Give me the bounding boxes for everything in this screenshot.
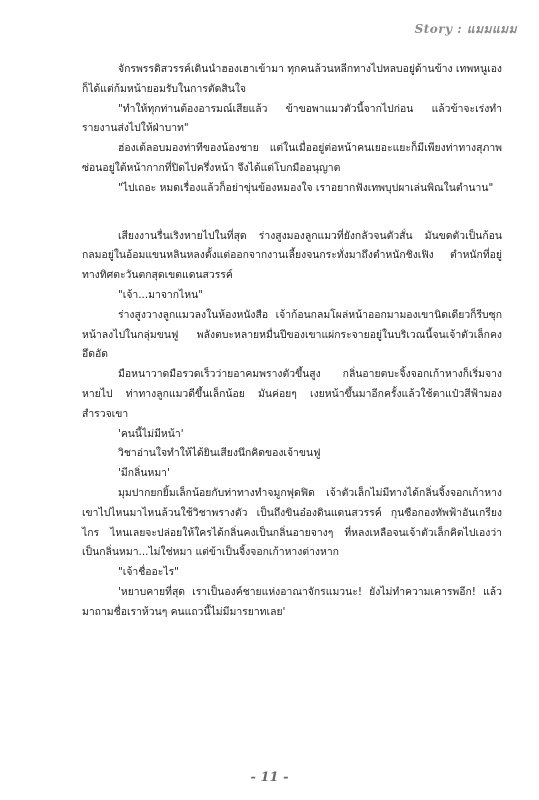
story-body [82, 60, 502, 623]
paragraph: มือหนาวาดมือรวดเร็วว่ายอาคมพรางตัวขึ้นสูง กลิ่นอายตบะจิ้งจอกเก้าหางก็เริ่มจางหายไป ท่าทางลูกแมวดีขึ้นเล็กน้อย มันค่อยๆ เงยหน้าขึ้นมาอีกครั้งแล้วใช้ตาแป๋วสีฟ้ามองสำรวจเขา [82, 368, 502, 420]
paragraph: 'คนนี้ไม่มีหน้า' [118, 427, 184, 440]
story-header: Story : แมมแมม [414, 22, 517, 36]
paragraph: "ไปเถอะ หมดเรื่องแล้วก็อย่าขุ่นข้องหมองใจ เราอยากฟังเทพบุปผาเล่นพิณในตำนาน" [118, 181, 494, 194]
paragraph: 'หยาบคายที่สุด เราเป็นองค์ชายแห่งอาณาจักรแมวนะ! ยังไม่ทำความเคารพอีก! แล้วมาถามชื่อเราห้วนๆ คนแถวนี้ไม่มีมารยาทเลย' [82, 585, 502, 618]
paragraph: ฮ่องเต้ลอบมองท่าทีของน้องชาย แต่ในเมื่ออยู่ต่อหน้าคนเยอะแยะก็มีเพียงท่าทางสุภาพซ่อนอยู่ใต้หน้ากากที่ปิดไปครึ่งหน้า จึงได้แต่โบกมืออนุญาต [82, 142, 502, 174]
paragraph: 'มีกลิ่นหมา' [118, 467, 170, 480]
paragraph: จักรพรรดิสวรรค์เดินนำฮองเฮาเข้ามา ทุกคนล้วนหลีกทางไปหลบอยู่ด้านข้าง เทพหนูเองก็ได้แต่ก้มหน้ายอมรับในการตัดสินใจ [82, 63, 503, 95]
section-break [82, 199, 502, 227]
paragraph: มุมปากยกยิ้มเล็กน้อยกับท่าทางทำจมูกฟุดฟิด เจ้าตัวเล็กไม่มีทางได้กลิ่นจิ้งจอกเก้าหาง เขาไปไหนมาไหนล้วนใช้วิชาพรางตัว เป็นถึงขินอ๋องดินแดนสวรรค์ กุนซือกองทัพฟ้าอันเกรียงไกร ไหนเลยจะปล่อยให้ใครได้กลิ่นคงเป็นกลิ่นอายจางๆ ที่หลงเหลือจนเจ้าตัวเล็กคิดไปเองว่าเป็นกลิ่นหมา...ไม่ใช่หมา แต่ข้าเป็นจิ้งจอกเก้าหางต่างหาก [82, 486, 502, 559]
paragraph: "เจ้าชื่ออะไร" [118, 566, 179, 579]
page-number: - 11 - [250, 770, 289, 785]
paragraph: "ทำให้ทุกท่านต้องอารมณ์เสียแล้ว ข้าขอพาแมวตัวนี้จากไปก่อน แล้วข้าจะเร่งทำรายงานส่งไปให้ฝ่าบาท" [82, 102, 502, 135]
paragraph: วิชาอ่านใจทำให้ได้ยินเสียงนึกคิดของเจ้าขนฟู [118, 447, 321, 460]
paragraph: ร่างสูงวางลูกแมวลงในห้องหนังสือ เจ้าก้อนกลมโผล่หน้าออกมามองเขานิดเดียวก็รีบซุกหน้าลงไปในกลุ่มขนฟู พลังตบะหลายหมื่นปีของเขาแผ่กระจายอยู่ในบริเวณนี้จนเจ้าตัวเล็กคงอึดอัด [82, 308, 502, 361]
paragraph: เสียงงานรื่นเริงหายไปในที่สุด ร่างสูงมองลูกแมวที่ยังกลัวจนตัวสั่น มันขดตัวเป็นก้อนกลมอยู่ในอ้อมแขนหลินหลงตั้งแต่ออกจากงานเลี้ยงจนกระทั่งมาถึงตำหนักชิงเฟิง ตำหนักที่อยู่ทางทิศตะวันตกสุดเขตแดนสวรรค์ [82, 229, 502, 282]
paragraph: "เจ้า...มาจากไหน" [118, 288, 204, 301]
